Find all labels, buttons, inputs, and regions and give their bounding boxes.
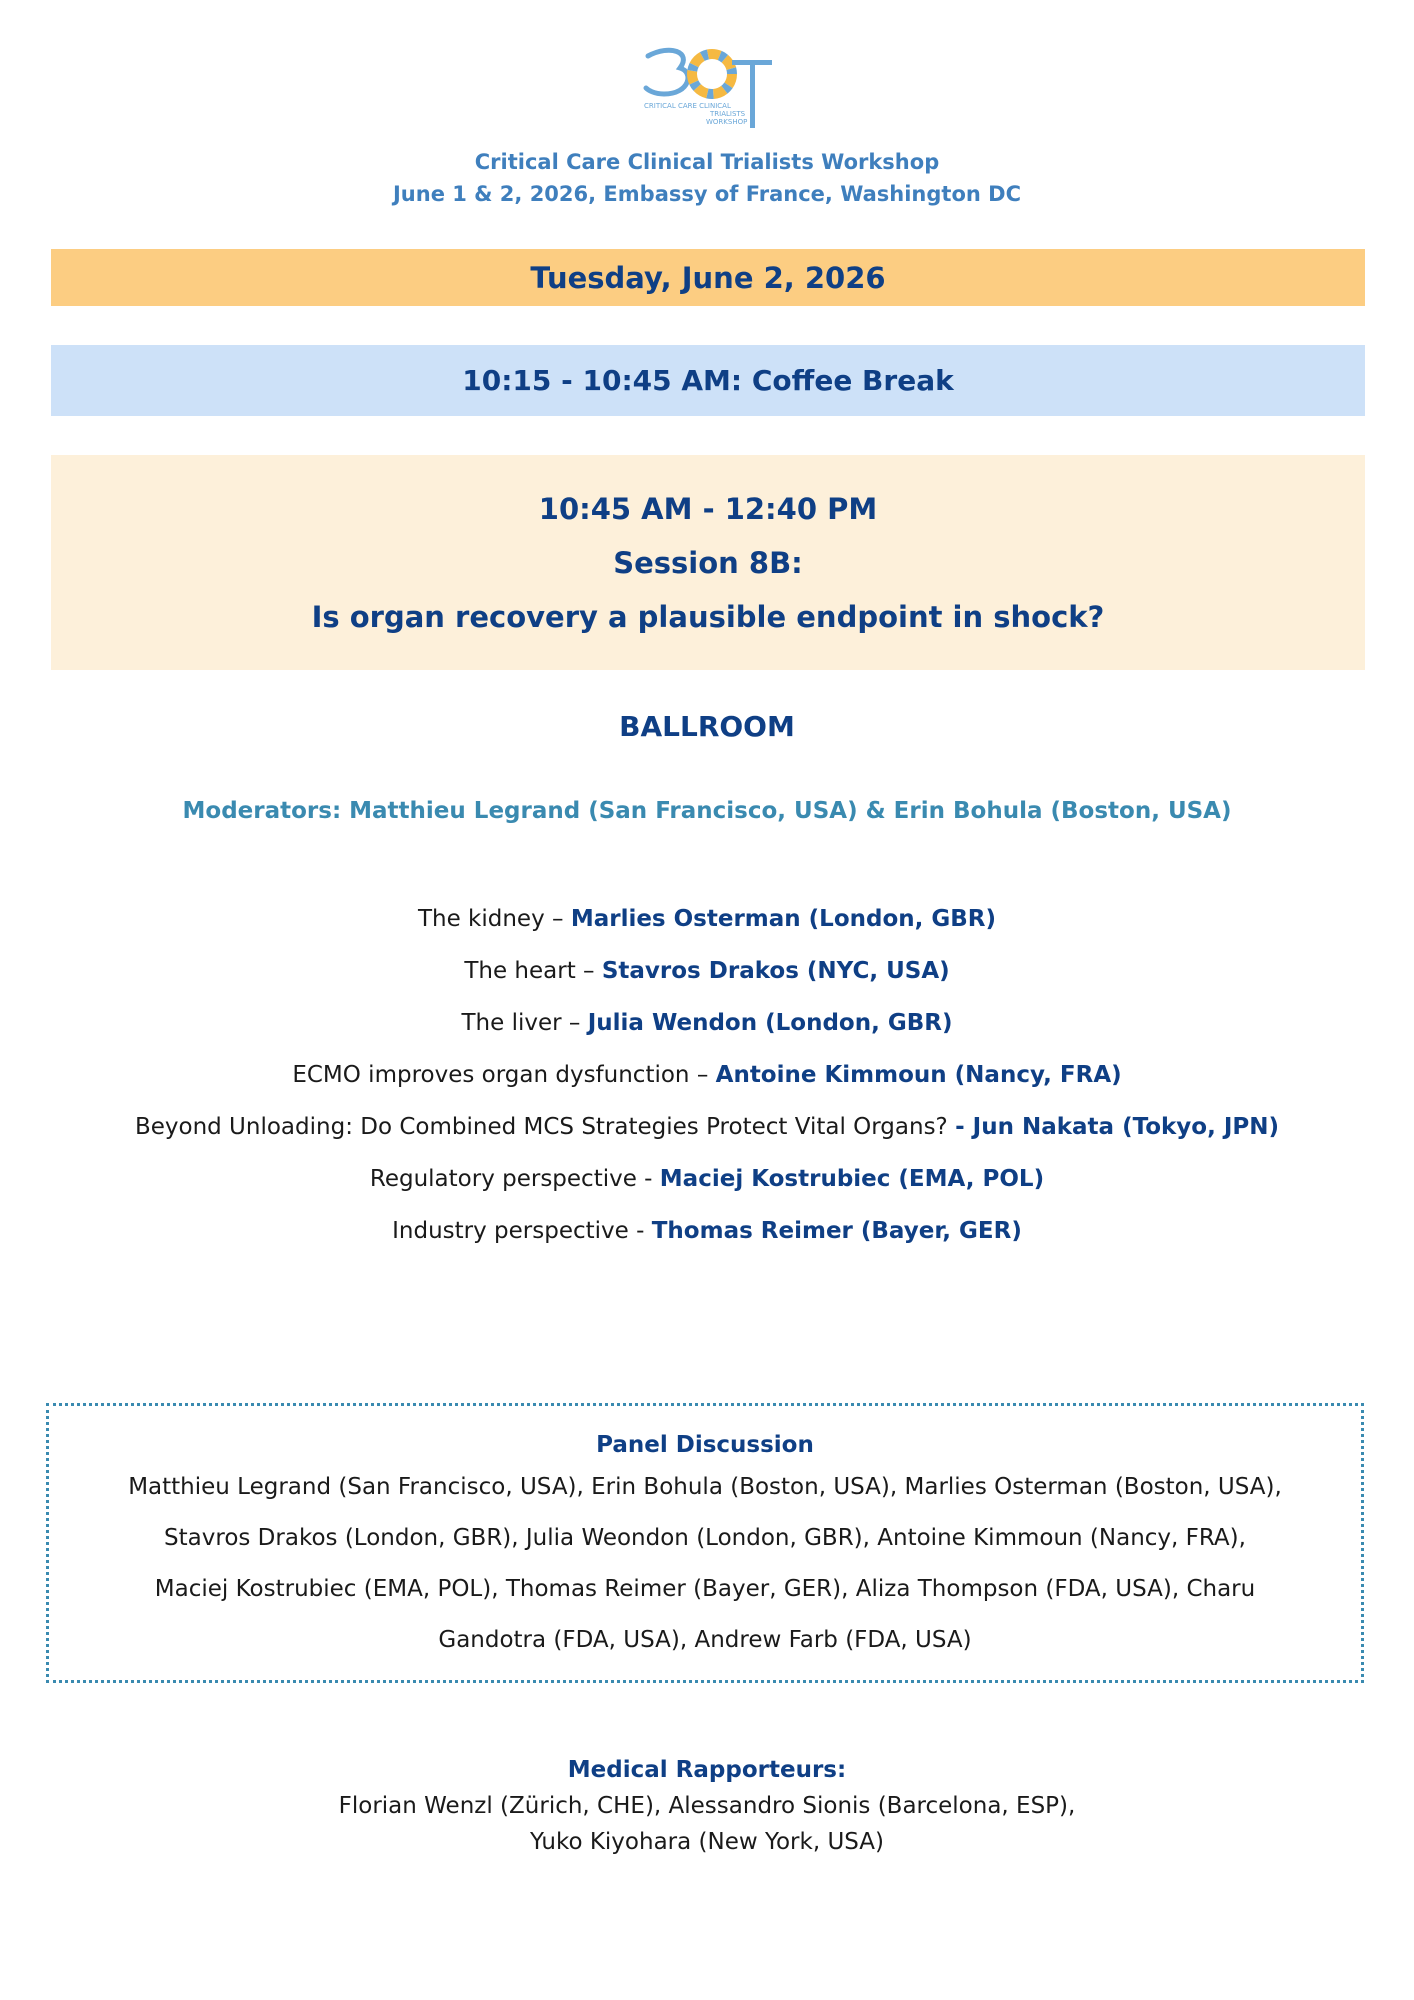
panel-discussion-box: [46, 1403, 1364, 1683]
day-banner: [51, 249, 1365, 306]
talk-item: [0, 945, 1414, 997]
talk-speaker: - Jun Nakata (Tokyo, JPN): [955, 1114, 1280, 1140]
talk-topic: The heart –: [464, 958, 602, 984]
talk-item: [0, 1049, 1414, 1101]
talk-speaker: Marlies Osterman (London, GBR): [570, 906, 997, 932]
medical-rapporteurs: [0, 1752, 1414, 1860]
talk-item: [0, 893, 1414, 945]
event-name: Critical Care Clinical Trialists Workshop: [474, 150, 940, 174]
talk-item: [0, 997, 1414, 1049]
event-dates-location: June 1 & 2, 2026, Embassy of France, Washington DC: [392, 182, 1021, 206]
rapporteurs-line: Florian Wenzl (Zürich, CHE), Alessandro Sionis (Barcelona, ESP),: [338, 1793, 1076, 1819]
logo-tagline-1: CRITICAL CARE CLINICAL: [644, 102, 731, 110]
talk-speaker: Antoine Kimmoun (Nancy, FRA): [715, 1062, 1122, 1088]
workshop-logo: [640, 44, 780, 134]
talk-topic: The liver –: [461, 1010, 588, 1036]
room-label: BALLROOM: [619, 710, 795, 743]
talk-topic: Regulatory perspective -: [369, 1166, 660, 1192]
panel-participant-line: Stavros Drakos (London, GBR), Julia Weondon (London, GBR), Antoine Kimmoun (Nancy, FRA),: [164, 1525, 1246, 1551]
coffee-break-banner: [51, 345, 1365, 416]
talk-item: [0, 1153, 1414, 1205]
event-header: [0, 146, 1414, 210]
talk-item: [0, 1205, 1414, 1257]
panel-participant-line: Maciej Kostrubiec (EMA, POL), Thomas Reimer (Bayer, GER), Aliza Thompson (FDA, USA), Charu: [154, 1576, 1256, 1602]
talk-topic: The kidney –: [417, 906, 571, 932]
day-label: Tuesday, June 2, 2026: [530, 260, 886, 295]
moderators-line: Moderators: Matthieu Legrand (San Francisco, USA) & Erin Bohula (Boston, USA): [182, 798, 1232, 824]
rapporteurs-title: Medical Rapporteurs:: [567, 1757, 847, 1783]
rapporteurs-line: Yuko Kiyohara (New York, USA): [529, 1829, 885, 1855]
talk-item: [0, 1101, 1414, 1153]
talk-topic: Industry perspective -: [392, 1218, 652, 1244]
session-title: Is organ recovery a plausible endpoint in shock?: [311, 599, 1105, 634]
talk-speaker: Maciej Kostrubiec (EMA, POL): [659, 1166, 1045, 1192]
talk-topic: ECMO improves organ dysfunction –: [292, 1062, 716, 1088]
talk-speaker: Julia Wendon (London, GBR): [587, 1010, 953, 1036]
panel-participant-line: Gandotra (FDA, USA), Andrew Farb (FDA, USA): [438, 1627, 972, 1653]
logo-tagline-2: TRIALISTS: [710, 110, 746, 118]
session-banner: [51, 455, 1365, 670]
talk-speaker: Stavros Drakos (NYC, USA): [601, 958, 950, 984]
session-time: 10:45 AM - 12:40 PM: [538, 491, 878, 526]
talk-list: [0, 893, 1414, 1257]
talk-topic: Beyond Unloading: Do Combined MCS Strategies Protect Vital Organs?: [134, 1114, 956, 1140]
session-name: Session 8B:: [613, 545, 803, 580]
panel-title: Panel Discussion: [596, 1432, 814, 1458]
panel-participant-line: Matthieu Legrand (San Francisco, USA), Erin Bohula (Boston, USA), Marlies Osterman (Boston, USA),: [128, 1474, 1282, 1500]
talk-speaker: Thomas Reimer (Bayer, GER): [651, 1218, 1022, 1244]
coffee-break-label: 10:15 - 10:45 AM: Coffee Break: [462, 364, 954, 397]
logo-tagline-3: WORKSHOP: [706, 118, 748, 126]
